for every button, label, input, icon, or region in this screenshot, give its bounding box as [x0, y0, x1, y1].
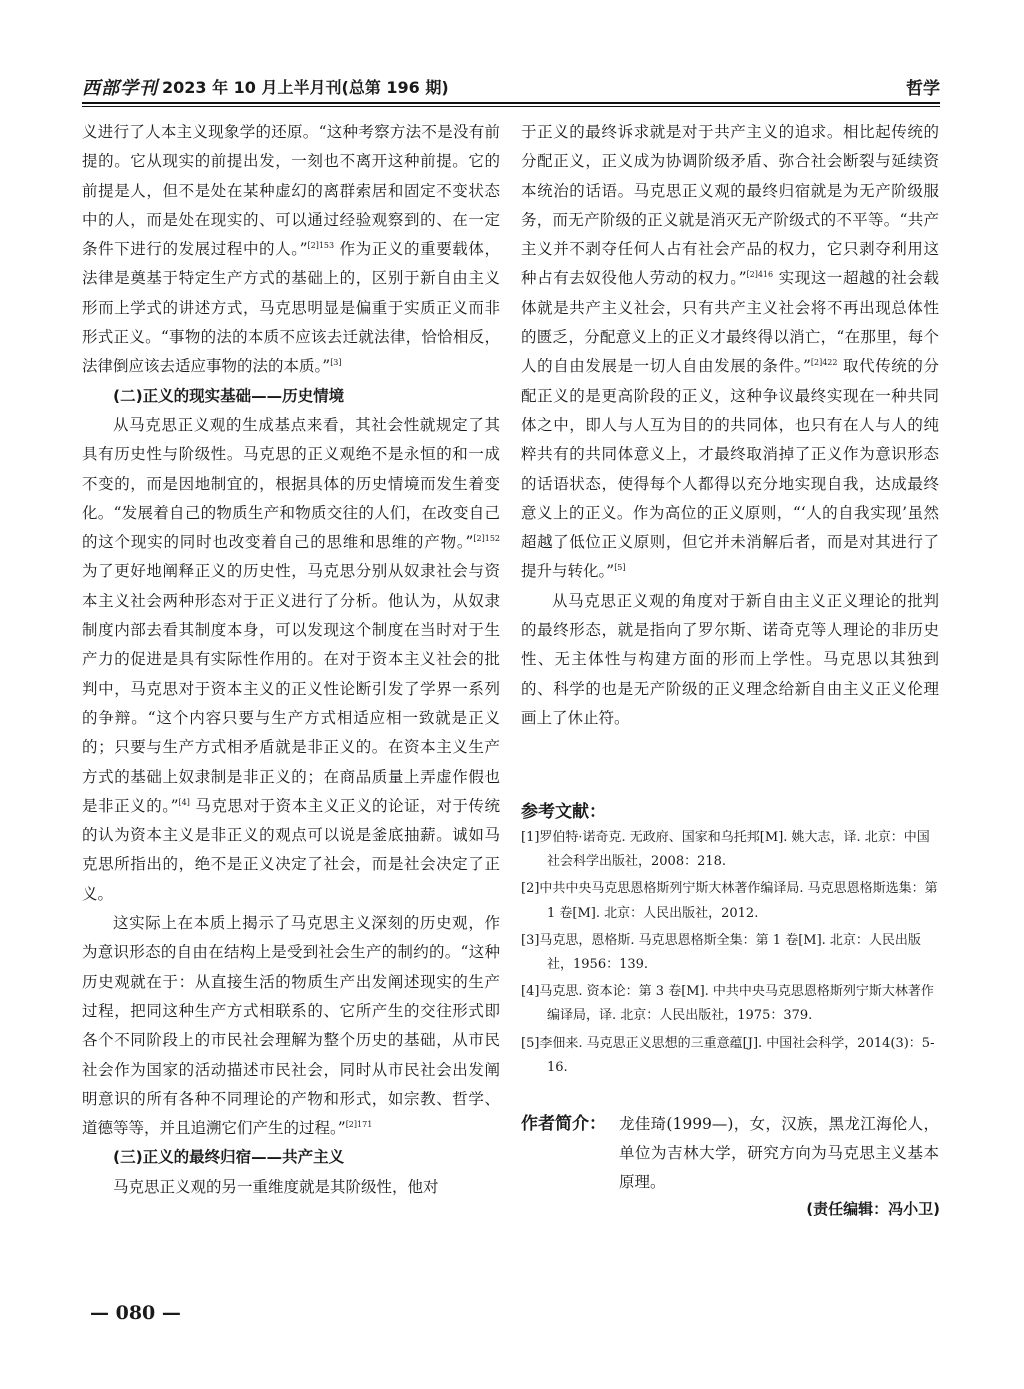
- citation: [2]416: [746, 270, 774, 280]
- reference-item: [3]马克思，恩格斯. 马克思恩格斯全集：第 1 卷[M]. 北京：人民出版社，1956：139.: [521, 932, 921, 973]
- header-rule-thin: [82, 106, 940, 107]
- journal-title: 西部学刊: [82, 78, 158, 99]
- citation: [3]: [330, 358, 342, 368]
- left-column: [82, 118, 500, 1202]
- paragraph: 义进行了人本主义现象学的还原。“这种考察方法不是没有前提的。它从现实的前提出发，一刻也不离开这种前提。它的前提是人，但不是处在某种虚幻的离群索居和固定不变状态中的人，而是处在现实的、可以通过经验观察到的、在一定条件下进行的发展过程中的人。”$^{[2]153}$ 作为正义的重要载体，法律是奠基于特定生产方式的基础上的，区别于新自由主义形而上学式的讲述方式，马克思明显是偏重于实质正义而非形式正义。“事物的法的本质不应该去迁就法律，恰恰相反，法律倒应该去适应事物的法的本质。”[3]: [82, 123, 500, 376]
- citation: [2]422: [810, 358, 838, 368]
- citation: [2]171: [345, 1120, 373, 1130]
- reference-item: [1]罗伯特·诺奇克. 无政府、国家和乌托邦[M]. 姚大志，译. 北京：中国社会科学出版社，2008：218.: [521, 830, 930, 870]
- references-title: 参考文献：: [521, 802, 606, 822]
- citation: [2]152: [473, 534, 500, 544]
- paragraph: 马克思正义观的另一重维度就是其阶级性，他对: [113, 1177, 439, 1196]
- citation: [2]153: [307, 241, 335, 251]
- citation: [5]: [614, 563, 626, 573]
- reference-item: [4]马克思. 资本论：第 3 卷[M]. 中共中央马克思恩格斯列宁斯大林著作编译局，译. 北京：人民出版社，1975：379.: [521, 984, 934, 1024]
- page-number: — 080 —: [90, 1302, 181, 1324]
- issue-info: 2023 年 10 月上半月刊(总第 196 期): [162, 78, 449, 97]
- author-bio-label: 作者简介：: [521, 1114, 606, 1134]
- editor-credit: (责任编辑：冯小卫): [806, 1200, 940, 1218]
- reference-item: [5]李佃来. 马克思正义思想的三重意蕴[J]. 中国社会科学，2014(3)：5-16.: [521, 1035, 935, 1075]
- right-column: [521, 118, 939, 733]
- paragraph: 从马克思正义观的角度对于新自由主义正义理论的批判的最终形态，就是指向了罗尔斯、诺奇克等人理论的非历史性、无主体性与构建方面的形而上学性。马克思以其独到的、科学的也是无产阶级的正义理念给新自由主义正义伦理画上了休止符。: [521, 591, 939, 727]
- header-rule-thick: [82, 102, 940, 104]
- citation: [4]: [178, 797, 190, 807]
- paragraph: 从马克思正义观的生成基点来看，其社会性就规定了其具有历史性与阶级性。马克思的正义观绝不是永恒的和一成不变的，而是因地制宜的，根据具体的历史情境而发生着变化。“发展着自己的物质生产和物质交往的人们，在改变自己的这个现实的同时也改变着自己的思维和思维的产物。”$^{[2]152}$ 为了更好地阐释正义的历史性，马克思分别从奴隶社会与资本主义社会两种形态对于正义进行了分析。他认为，从奴隶制度内部去看其制度本身，可以发现这个制度在当时对于生产力的促进是具有实际性作用的。在对于资本主义社会的批判中，马克思对于资本主义的正义性论断引发了学界一系列的争辩。“这个内容只要与生产方式相适应相一致就是正义的；只要与生产方式相矛盾就是非正义的。在资本主义生产方式的基础上奴隶制是非正义的；在商品质量上弄虚作假也是非正义的。”[4] 马克思对于资本主义正义的论证，对于传统的认为资本主义是非正义的观点可以说是釜底抽薪。诚如马克思所指出的，绝不是正义决定了社会，而是社会决定了正义。: [82, 415, 500, 903]
- section-heading: (三)正义的最终归宿——共产主义: [113, 1148, 345, 1167]
- paragraph: 这实际上在本质上揭示了马克思主义深刻的历史观，作为意识形态的自由在结构上是受到社会生产的制约的。“这种历史观就在于：从直接生活的物质生产出发阐述现实的生产过程，把同这种生产方式相联系的、它所产生的交往形式即各个不同阶段上的市民社会理解为整个历史的基础，从市民社会作为国家的活动描述市民社会，同时从市民社会出发阐明意识的所有各种不同理论的产物和形式，如宗教、哲学、道德等等，并且追溯它们产生的过程。”$^{[2]171}$: [82, 914, 500, 1138]
- section-heading: (二)正义的现实基础——历史情境: [113, 386, 345, 405]
- author-bio-text: 龙佳琦(1999—)，女，汉族，黑龙江海伦人，单位为吉林大学，研究方向为马克思主义基本原理。: [619, 1115, 939, 1191]
- author-bio: [521, 1110, 939, 1197]
- references-list: [521, 826, 939, 1083]
- section-name: 哲学: [906, 79, 940, 99]
- paragraph: 于正义的最终诉求就是对于共产主义的追求。相比起传统的分配正义，正义成为协调阶级矛盾、弥合社会断裂与延续资本统治的话语。马克思正义观的最终归宿就是为无产阶级服务，而无产阶级的正义就是消灭无产阶级式的不平等。“共产主义并不剥夺任何人占有社会产品的权力，它只剥夺利用这种占有去奴役他人劳动的权力。”$^{[2]416}$ 实现这一超越的社会载体就是共产主义社会，只有共产主义社会将不再出现总体性的匮乏，分配意义上的正义才最终得以消亡，“在那里，每个人的自由发展是一切人自由发展的条件。”$^{[2]422}$ 取代传统的分配正义的是更高阶段的正义，这种争议最终实现在一种共同体之中，即人与人互为目的的共同体，也只有在人与人的纯粹共有的共同体意义上，才最终取消掉了正义作为意识形态的话语状态，使得每个人都得以充分地实现自我，达成最终意义上的正义。作为高位的正义原则，“‘人的自我实现’虽然超越了低位正义原则，但它并未消解后者，而是对其进行了提升与转化。”[5]: [521, 123, 939, 581]
- running-header: [82, 72, 940, 100]
- reference-item: [2]中共中央马克思恩格斯列宁斯大林著作编译局. 马克思恩格斯选集：第 1 卷[M]. 北京：人民出版社，2012.: [521, 881, 938, 921]
